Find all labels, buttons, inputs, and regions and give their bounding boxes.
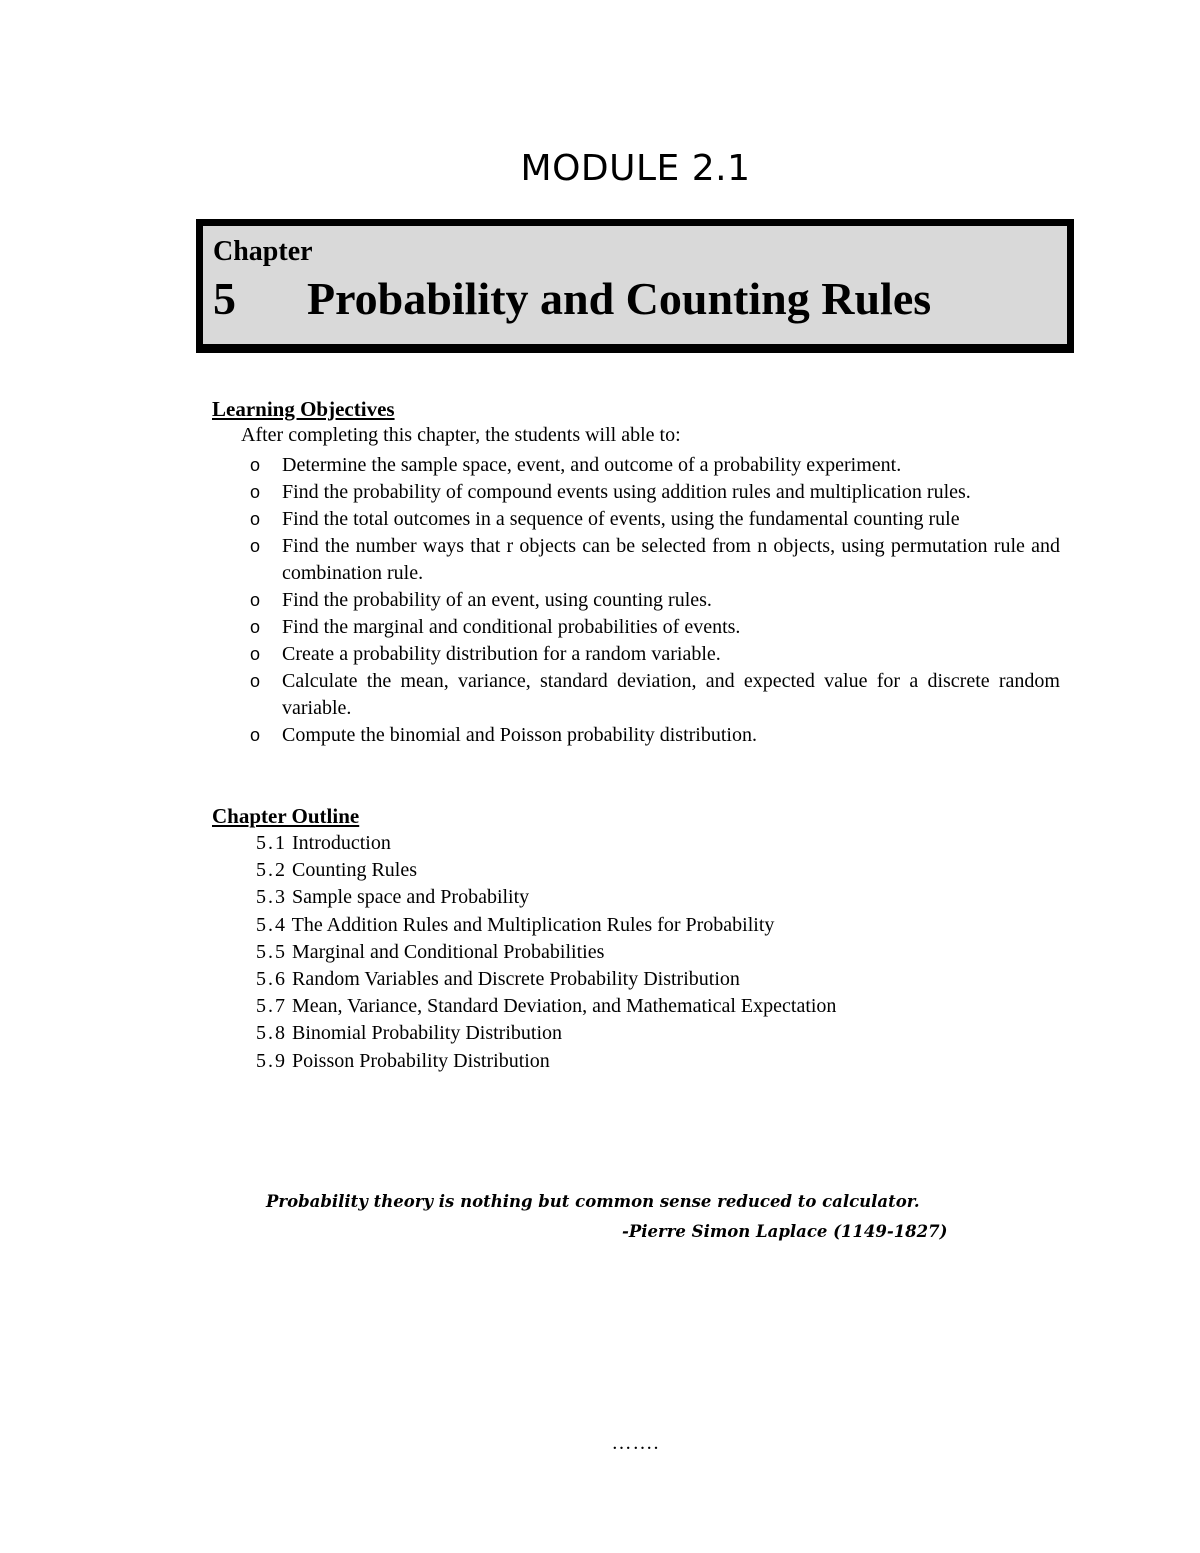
outline-item: 5.4 The Addition Rules and Multiplication Rules for Probability (256, 913, 775, 936)
bullet-icon: o (250, 509, 261, 529)
bullet-icon: o (250, 644, 261, 664)
outline-item: 5.1 Introduction (256, 832, 391, 854)
bullet-icon: o (250, 725, 261, 745)
objective-item: o Find the marginal and conditional probabilities of events. (246, 614, 1060, 641)
outline-item: 5.5 Marginal and Conditional Probabilities (256, 940, 605, 963)
outline-item: 5.6 Random Variables and Discrete Probability Distribution (256, 968, 740, 991)
module-title: MODULE 2.1 (520, 148, 751, 189)
bullet-icon: o (250, 455, 261, 475)
outline-item: 5.2 Counting Rules (256, 859, 418, 882)
footer-ellipsis: ……. (611, 1432, 660, 1454)
objectives-list (246, 452, 1060, 749)
objective-item: o Find the probability of an event, using counting rules. (246, 587, 1060, 614)
objective-item: o Determine the sample space, event, and outcome of a probability experiment. (246, 452, 1060, 479)
objective-item: o Find the total outcomes in a sequence of events, using the fundamental counting rule (246, 506, 1060, 533)
objective-item: o Find the probability of compound events using addition rules and multiplication rules. (246, 479, 1060, 506)
learning-objectives-heading: Learning Objectives (212, 397, 395, 421)
outline-item: 5.8 Binomial Probability Distribution (256, 1022, 562, 1045)
bullet-icon: o (250, 617, 261, 637)
outline-item: 5.9 Poisson Probability Distribution (256, 1049, 550, 1072)
bullet-icon: o (250, 536, 261, 556)
objectives-intro: After completing this chapter, the students will able to: (241, 424, 681, 446)
chapter-outline-heading: Chapter Outline (212, 804, 360, 828)
objective-item: o Compute the binomial and Poisson probability distribution. (246, 722, 1060, 749)
objective-item: o Find the number ways that r objects can be selected from n objects, using permutation rule and combination rule. (250, 535, 1060, 584)
chapter-number: 5 (213, 273, 236, 324)
bullet-icon: o (250, 590, 261, 610)
outline-item: 5.7 Mean, Variance, Standard Deviation, and Mathematical Expectation (256, 995, 837, 1018)
objective-item: o Calculate the mean, variance, standard deviation, and expected value for a discrete random variable. (250, 670, 1060, 719)
quote-attribution: -Pierre Simon Laplace (1149-1827) (622, 1222, 948, 1241)
chapter-title: Probability and Counting Rules (307, 273, 932, 324)
chapter-outline-list (256, 830, 836, 1075)
bullet-icon: o (250, 482, 261, 502)
outline-item: 5.3 Sample space and Probability (256, 886, 530, 909)
objective-item: o Create a probability distribution for a random variable. (246, 641, 1060, 668)
bullet-icon: o (250, 671, 261, 691)
chapter-banner (196, 219, 1074, 353)
chapter-label: Chapter (213, 236, 313, 267)
quote-text: Probability theory is nothing but common sense reduced to calculator. (266, 1192, 920, 1211)
